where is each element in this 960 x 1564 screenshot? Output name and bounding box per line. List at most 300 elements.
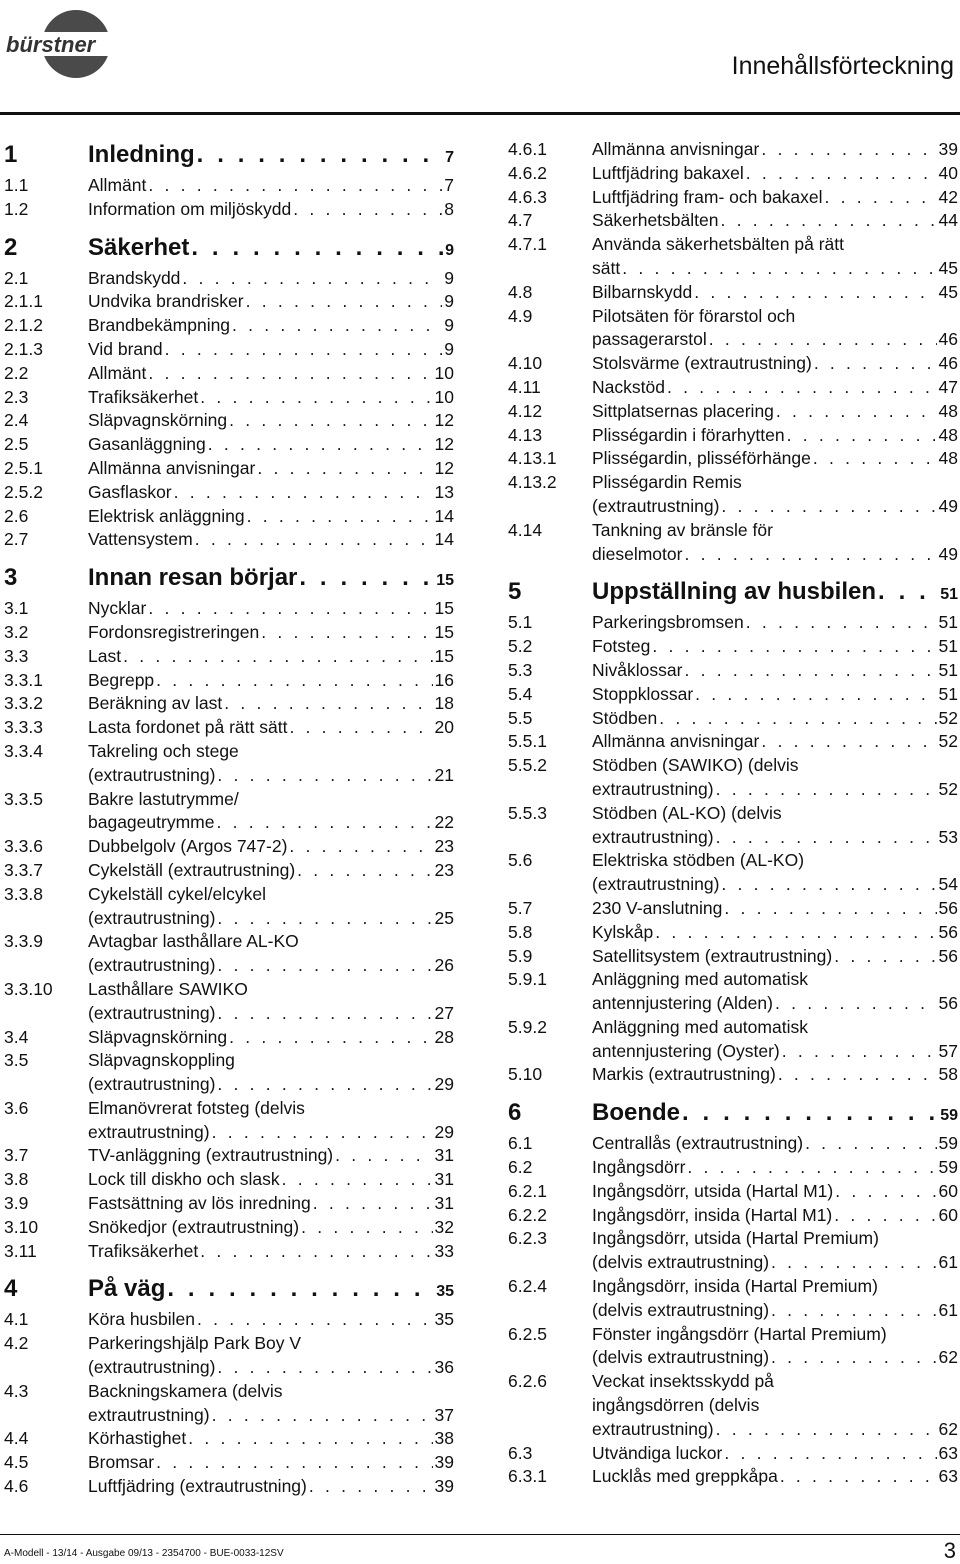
toc-page-number: 14	[434, 529, 454, 550]
dot-leader	[217, 1356, 432, 1380]
toc-page-number: 51	[938, 636, 958, 657]
dot-leader	[652, 635, 936, 659]
toc-entry-title: Stödben	[592, 707, 658, 728]
toc-number: 4.1	[4, 1309, 29, 1330]
toc-number: 3.8	[4, 1169, 29, 1190]
toc-entry[interactable]	[508, 1323, 958, 1371]
toc-entry-title: Dubbelgolv (Argos 747-2)	[88, 836, 288, 857]
dot-leader	[771, 1251, 937, 1275]
toc-entry-title: Gasflaskor	[88, 481, 172, 502]
toc-page-number: 15	[434, 621, 454, 642]
toc-page-number: 49	[938, 543, 958, 564]
toc-number: 3.3.7	[4, 859, 43, 880]
toc-entry-lead: Avtagbar lasthållare AL-KO	[88, 931, 299, 952]
dot-leader	[123, 645, 432, 669]
toc-entry[interactable]	[4, 1308, 454, 1332]
toc-number: 4.6	[4, 1476, 29, 1497]
toc-number: 5.7	[508, 897, 533, 918]
dot-leader	[165, 338, 443, 362]
toc-entry-title: Körhastighet	[88, 1428, 187, 1449]
toc-entry-title: (extrautrustning)	[88, 1357, 216, 1378]
toc-entry[interactable]	[508, 1063, 958, 1087]
dot-leader	[716, 1418, 937, 1442]
dot-leader	[814, 352, 937, 376]
toc-entry[interactable]	[4, 716, 454, 740]
toc-entry-title: Inledning	[88, 141, 195, 168]
toc-entry-title: extrautrustning)	[592, 826, 714, 847]
toc-entry[interactable]	[4, 198, 454, 222]
dot-leader	[282, 1168, 433, 1192]
toc-entry-title: Ingångsdörr, utsida (Hartal M1)	[592, 1180, 834, 1201]
toc-number: 5.3	[508, 659, 533, 680]
toc-entry[interactable]	[508, 281, 958, 305]
toc-entry-title: antennjustering (Alden)	[592, 993, 773, 1014]
toc-number: 6.2.1	[508, 1180, 547, 1201]
toc-number: 2.1.1	[4, 291, 43, 312]
dot-leader	[200, 1240, 432, 1264]
dot-leader	[720, 209, 936, 233]
dot-leader	[156, 1451, 432, 1475]
dot-leader	[200, 386, 432, 410]
toc-entry[interactable]	[4, 433, 454, 457]
toc-entry-title: Innan resan börjar	[88, 564, 298, 592]
toc-entry-title: antennjustering (Oyster)	[592, 1040, 780, 1061]
toc-entry[interactable]	[508, 1465, 958, 1489]
toc-entry[interactable]	[4, 645, 454, 669]
toc-entry-title: Nackstöd	[592, 376, 665, 397]
toc-entry[interactable]	[508, 1370, 958, 1441]
toc-entry[interactable]	[508, 1180, 958, 1204]
dot-leader	[655, 921, 936, 945]
toc-entry-title: Brandbekämpning	[88, 315, 231, 336]
toc-entry-title: Ingångsdörr	[592, 1157, 686, 1178]
toc-entry-title: Nycklar	[88, 598, 147, 619]
toc-entry-title: Luftfjädring (extrautrustning)	[88, 1476, 307, 1497]
toc-page-number: 57	[938, 1040, 958, 1061]
toc-page-number: 51	[938, 683, 958, 704]
dot-leader	[771, 1299, 937, 1323]
toc-page-number: 35	[434, 1309, 454, 1330]
toc-page-number: 59	[940, 1107, 958, 1125]
toc-entry[interactable]	[508, 376, 958, 400]
toc-entry[interactable]	[4, 1332, 454, 1380]
dot-leader	[301, 1216, 432, 1240]
toc-chapter[interactable]	[508, 575, 958, 611]
toc-page-number: 45	[938, 257, 958, 278]
toc-entry[interactable]	[4, 1216, 454, 1240]
toc-page-number: 47	[938, 376, 958, 397]
toc-entry[interactable]	[508, 635, 958, 659]
toc-entry[interactable]	[508, 1275, 958, 1323]
toc-entry[interactable]	[508, 730, 958, 754]
toc-entry-title: dieselmotor	[592, 543, 683, 564]
toc-entry-title: Begrepp	[88, 669, 155, 690]
toc-entry[interactable]	[508, 519, 958, 567]
toc-entry[interactable]	[4, 457, 454, 481]
toc-entry-title: extrautrustning)	[592, 1418, 714, 1439]
toc-page-number: 31	[434, 1145, 454, 1166]
toc-entry[interactable]	[508, 305, 958, 353]
toc-number: 5.9.1	[508, 969, 547, 990]
toc-page-number: 56	[938, 921, 958, 942]
toc-number: 3.6	[4, 1097, 29, 1118]
toc-entry[interactable]	[4, 1427, 454, 1451]
toc-entry[interactable]	[508, 1442, 958, 1466]
toc-page-number: 32	[434, 1216, 454, 1237]
dot-leader	[746, 162, 937, 186]
toc-entry[interactable]	[508, 802, 958, 850]
toc-page-number: 42	[938, 186, 958, 207]
dot-leader	[217, 1073, 432, 1097]
toc-entry-title: Släpvagnskörning	[88, 1026, 228, 1047]
toc-entry-title: (delvis extrautrustning)	[592, 1347, 770, 1368]
toc-entry[interactable]	[508, 1227, 958, 1275]
toc-entry[interactable]	[508, 424, 958, 448]
toc-number: 2.7	[4, 529, 29, 550]
toc-entry[interactable]	[4, 528, 454, 552]
dot-leader	[289, 716, 432, 740]
toc-number: 3.3.4	[4, 740, 43, 761]
toc-entry[interactable]	[508, 897, 958, 921]
toc-number: 6.2.5	[508, 1323, 547, 1344]
toc-entry-lead: Stödben (AL-KO) (delvis	[592, 802, 782, 823]
dot-leader	[188, 1427, 432, 1451]
toc-page-number: 63	[938, 1442, 958, 1463]
toc-page-number: 31	[434, 1169, 454, 1190]
toc-entry-lead: Pilotsäten för förarstol och	[592, 305, 796, 326]
toc-number: 2.1	[4, 267, 29, 288]
toc-entry-lead: Plisségardin Remis	[592, 472, 742, 493]
dot-leader	[297, 859, 432, 883]
toc-number: 3.11	[4, 1240, 37, 1261]
toc-entry-title: Last	[88, 645, 122, 666]
toc-entry[interactable]	[508, 968, 958, 1016]
dot-leader	[721, 495, 936, 519]
toc-entry-title: Allmänna anvisningar	[592, 731, 760, 752]
toc-column-left	[4, 138, 454, 1499]
toc-number: 3.3.8	[4, 883, 43, 904]
toc-entry[interactable]	[4, 290, 454, 314]
toc-number: 3.2	[4, 621, 29, 642]
dot-leader	[667, 376, 937, 400]
toc-entry[interactable]	[4, 1168, 454, 1192]
toc-entry-lead: Stödben (SAWIKO) (delvis	[592, 755, 799, 776]
toc-number: 4	[4, 1275, 18, 1303]
toc-chapter[interactable]	[4, 1272, 454, 1308]
toc-entry[interactable]	[508, 233, 958, 281]
dot-leader	[684, 659, 936, 683]
toc-entry[interactable]	[508, 683, 958, 707]
toc-number: 2	[4, 233, 18, 261]
toc-entry[interactable]	[4, 362, 454, 386]
toc-entry-lead: Veckat insektsskydd på ingångsdörren (delvis	[592, 1371, 774, 1416]
toc-entry-title: Gasanläggning	[88, 434, 206, 455]
dot-leader	[335, 1144, 432, 1168]
toc-page-number: 48	[938, 448, 958, 469]
toc-entry[interactable]	[508, 162, 958, 186]
toc-entry[interactable]	[508, 611, 958, 635]
toc-entry-title: Uppställning av husbilen	[592, 578, 877, 606]
toc-page-number: 21	[434, 764, 454, 785]
toc-entry[interactable]	[508, 659, 958, 683]
dot-leader	[232, 314, 442, 338]
toc-entry[interactable]	[508, 1132, 958, 1156]
toc-entry-title: Centrallås (extrautrustning)	[592, 1133, 804, 1154]
toc-page-number: 61	[938, 1252, 958, 1273]
toc-entry-title: Lock till diskho och slask	[88, 1169, 280, 1190]
toc-number: 3.9	[4, 1193, 29, 1214]
toc-number: 6.3.1	[508, 1466, 547, 1487]
page-number: 3	[943, 1538, 956, 1563]
toc-number: 6.2.2	[508, 1204, 547, 1225]
toc-entry[interactable]	[4, 835, 454, 859]
toc-entry[interactable]	[508, 1156, 958, 1180]
toc-chapter[interactable]	[4, 138, 454, 174]
toc-page-number: 51	[938, 612, 958, 633]
toc-entry[interactable]	[4, 1192, 454, 1216]
toc-number: 3.3.5	[4, 788, 43, 809]
dot-leader	[216, 811, 432, 835]
toc-number: 3.3.1	[4, 669, 43, 690]
toc-number: 3.5	[4, 1050, 29, 1071]
toc-entry[interactable]	[4, 338, 454, 362]
toc-entry[interactable]	[508, 921, 958, 945]
toc-entry-lead: Anläggning med automatisk	[592, 969, 808, 990]
toc-number: 4.13.2	[508, 472, 557, 493]
toc-entry[interactable]	[4, 930, 454, 978]
toc-entry[interactable]	[508, 945, 958, 969]
dot-leader	[659, 707, 936, 731]
toc-page-number: 31	[434, 1193, 454, 1214]
dot-leader	[761, 730, 936, 754]
toc-entry[interactable]	[4, 621, 454, 645]
toc-entry-title: passagerarstol	[592, 329, 707, 350]
toc-entry[interactable]	[4, 978, 454, 1026]
dot-leader	[878, 575, 938, 608]
toc-page-number: 59	[938, 1157, 958, 1178]
toc-entry[interactable]	[4, 409, 454, 433]
toc-number: 1	[4, 141, 18, 168]
toc-entry-lead: Cykelställ cykel/elcykel	[88, 883, 266, 904]
dot-leader	[746, 611, 937, 635]
toc-entry-title: (extrautrustning)	[592, 874, 720, 895]
toc-entry-lead: Fönster ingångsdörr (Hartal Premium)	[592, 1323, 887, 1344]
toc-entry[interactable]	[4, 1049, 454, 1097]
toc-entry-title: bagageutrymme	[88, 812, 215, 833]
toc-entry[interactable]	[4, 505, 454, 529]
dot-leader	[247, 505, 433, 529]
toc-entry-lead: Använda säkerhetsbälten på rätt	[592, 234, 844, 255]
toc-page-number: 9	[444, 291, 454, 312]
toc-entry[interactable]	[4, 481, 454, 505]
toc-entry[interactable]	[4, 669, 454, 693]
toc-entry-title: Fordonsregistreringen	[88, 621, 260, 642]
toc-entry-lead: Ingångsdörr, utsida (Hartal Premium)	[592, 1228, 879, 1249]
toc-page-number: 39	[434, 1476, 454, 1497]
toc-number: 2.4	[4, 410, 29, 431]
toc-page-number: 39	[938, 139, 958, 159]
toc-entry[interactable]	[508, 471, 958, 519]
toc-entry[interactable]	[4, 267, 454, 291]
toc-page-number: 15	[436, 572, 454, 590]
toc-entry[interactable]	[4, 1451, 454, 1475]
toc-number: 6.2.3	[508, 1228, 547, 1249]
toc-page-number: 9	[444, 267, 454, 288]
toc-number: 5.9	[508, 945, 533, 966]
dot-leader	[191, 231, 443, 264]
toc-entry-title: Bromsar	[88, 1452, 155, 1473]
dot-leader	[721, 873, 936, 897]
toc-entry-title: Utvändiga luckor	[592, 1442, 723, 1463]
dot-leader	[167, 1272, 434, 1305]
toc-number: 5.5.3	[508, 802, 547, 823]
toc-page-number: 36	[434, 1357, 454, 1378]
toc-entry-title: Allmänna anvisningar	[88, 457, 256, 478]
toc-entry-title: (delvis extrautrustning)	[592, 1299, 770, 1320]
toc-page-number: 51	[940, 586, 958, 604]
header-divider	[0, 112, 960, 115]
toc-entry-title: Vid brand	[88, 338, 163, 359]
toc-page-number: 28	[434, 1026, 454, 1047]
dot-leader	[217, 1002, 432, 1026]
toc-page-number: 49	[938, 495, 958, 516]
toc-entry-lead: Bakre lastutrymme/	[88, 788, 239, 809]
toc-entry[interactable]	[508, 209, 958, 233]
toc-entry-title: Snökedjor (extrautrustning)	[88, 1216, 300, 1237]
toc-page-number: 61	[938, 1299, 958, 1320]
toc-number: 5	[508, 578, 522, 606]
toc-entry-title: Säkerhet	[88, 233, 190, 261]
toc-entry[interactable]	[4, 1026, 454, 1050]
toc-number: 5.4	[508, 683, 533, 704]
toc-page-number: 48	[938, 424, 958, 445]
toc-page-number: 7	[444, 175, 454, 195]
toc-entry-title: Fotsteg	[592, 636, 651, 657]
toc-number: 4.5	[4, 1452, 29, 1473]
toc-page-number: 9	[444, 315, 454, 336]
toc-page-number: 23	[434, 859, 454, 880]
toc-entry-title: sätt	[592, 257, 621, 278]
toc-entry-title: Plisségardin, plisséförhänge	[592, 448, 811, 469]
toc-page-number: 12	[434, 410, 454, 431]
dot-leader	[261, 621, 432, 645]
toc-page-number: 44	[938, 210, 958, 231]
dot-leader	[148, 174, 442, 198]
toc-entry[interactable]	[508, 849, 958, 897]
toc-entry-title: 230 V-anslutning	[592, 897, 723, 918]
toc-entry-title: Nivåklossar	[592, 659, 683, 680]
dot-leader	[289, 835, 432, 859]
dot-leader	[156, 669, 432, 693]
toc-chapter[interactable]	[508, 1096, 958, 1132]
toc-number: 4.7	[508, 210, 533, 231]
toc-number: 4.7.1	[508, 234, 547, 255]
toc-page-number: 52	[938, 731, 958, 752]
toc-number: 6.2.6	[508, 1371, 547, 1392]
dot-leader	[825, 186, 937, 210]
toc-number: 4.13.1	[508, 448, 557, 469]
toc-entry[interactable]	[508, 754, 958, 802]
toc-entry[interactable]	[4, 1144, 454, 1168]
toc-page-number: 62	[938, 1347, 958, 1368]
toc-entry[interactable]	[508, 186, 958, 210]
toc-entry[interactable]	[4, 314, 454, 338]
toc-page-number: 13	[434, 481, 454, 502]
dot-leader	[246, 290, 443, 314]
toc-page-number: 37	[434, 1404, 454, 1425]
toc-entry[interactable]	[4, 692, 454, 716]
toc-entry[interactable]	[4, 386, 454, 410]
footer-text: A-Modell - 13/14 - Ausgabe 09/13 - 2354700 - BUE-0033-12SV	[4, 1548, 284, 1559]
toc-page-number: 46	[938, 329, 958, 350]
toc-entry-title: Stolsvärme (extrautrustning)	[592, 353, 812, 374]
toc-entry[interactable]	[4, 859, 454, 883]
toc-entry[interactable]	[508, 1016, 958, 1064]
toc-entry-lead: Elmanövrerat fotsteg (delvis	[88, 1097, 305, 1118]
toc-page-number: 27	[434, 1002, 454, 1023]
toc-entry[interactable]	[4, 883, 454, 931]
toc-entry[interactable]	[508, 138, 958, 162]
toc-column-right	[508, 138, 958, 1489]
toc-entry-title: Säkerhetsbälten	[592, 210, 719, 231]
dot-leader	[695, 683, 936, 707]
toc-entry-title: (extrautrustning)	[88, 1002, 216, 1023]
toc-chapter[interactable]	[4, 561, 454, 597]
toc-entry[interactable]	[4, 597, 454, 621]
toc-number: 3.3.2	[4, 693, 43, 714]
toc-entry[interactable]	[4, 1475, 454, 1499]
toc-entry-title: Boende	[592, 1099, 681, 1127]
toc-page-number: 29	[434, 1074, 454, 1095]
toc-number: 3.7	[4, 1145, 29, 1166]
toc-page-number: 33	[434, 1240, 454, 1261]
toc-page-number: 10	[434, 362, 454, 383]
footer-divider	[0, 1534, 960, 1535]
toc-number: 4.11	[508, 376, 541, 397]
dot-leader	[787, 424, 937, 448]
toc-number: 4.6.2	[508, 162, 547, 183]
toc-entry[interactable]	[4, 1380, 454, 1428]
toc-entry[interactable]	[508, 352, 958, 376]
toc-number: 6.2	[508, 1157, 533, 1178]
toc-entry[interactable]	[508, 400, 958, 424]
toc-entry-title: extrautrustning)	[88, 1121, 210, 1142]
dot-leader	[229, 409, 432, 433]
toc-number: 5.1	[508, 612, 533, 633]
toc-entry-title: extrautrustning)	[592, 778, 714, 799]
toc-entry[interactable]	[4, 1097, 454, 1145]
toc-number: 4.13	[508, 424, 543, 445]
dot-leader	[217, 954, 432, 978]
toc-entry[interactable]	[508, 447, 958, 471]
dot-leader	[834, 945, 936, 969]
toc-entry[interactable]	[508, 707, 958, 731]
dot-leader	[778, 1063, 937, 1087]
toc-number: 3	[4, 564, 18, 592]
toc-number: 6.2.4	[508, 1276, 547, 1297]
toc-chapter[interactable]	[4, 231, 454, 267]
toc-entry[interactable]	[4, 174, 454, 198]
toc-entry-lead: Takreling och stege	[88, 740, 239, 761]
toc-page-number: 26	[434, 955, 454, 976]
toc-entry[interactable]	[508, 1204, 958, 1228]
toc-entry-title: (delvis extrautrustning)	[592, 1252, 770, 1273]
toc-entry[interactable]	[4, 1240, 454, 1264]
toc-number: 5.9.2	[508, 1016, 547, 1037]
toc-entry[interactable]	[4, 740, 454, 788]
toc-entry-title: Sittplatsernas placering	[592, 400, 774, 421]
toc-entry[interactable]	[4, 788, 454, 836]
